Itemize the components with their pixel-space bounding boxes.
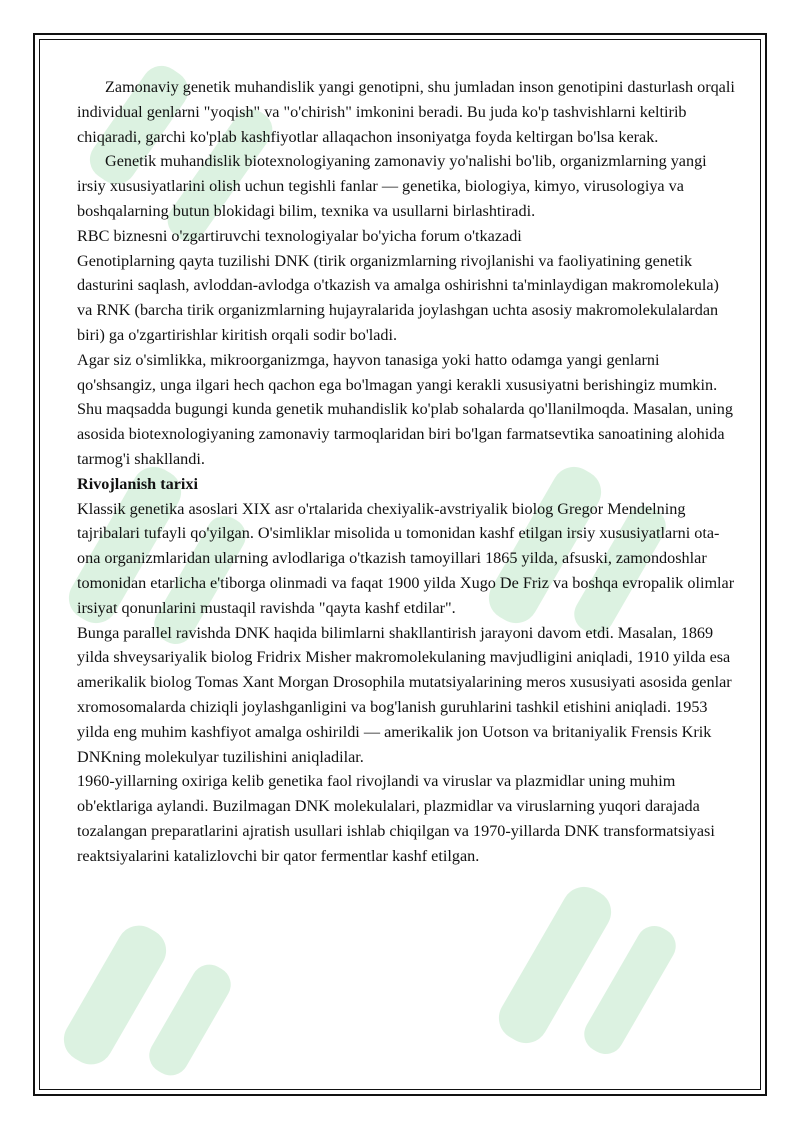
paragraph: Agar siz o'simlikka, mikroorganizmga, hayvon tanasiga yoki hatto odamga yangi genlarni qo'shsangiz, unga ilgari hech qachon ega bo'lmagan yangi kerakli xususiyatni berishingiz mumkin. Shu maqsadda bugungi kunda genetik muhandislik ko'plab sohalarda qo'llanilmoqda. Masalan, uning asosida biotexnologiyaning zamonaviy tarmoqlaridan biri bo'lgan farmatsevtika sanoatining alohida tarmog'i shakllandi.: [77, 350, 733, 468]
paragraph: Genotiplarning qayta tuzilishi DNK (tirik organizmlarning rivojlanishi va faoliyatining genetik dasturini saqlash, avloddan-avlodga o'tkazish va amalga oshirishni ta'minlaydigan makromolekula) va RNK (barcha tirik organizmlarning hujayralarida joylashgan uchta asosiy makromolekulalardan biri) ga o'zgartirishlar kiritish orqali sodir bo'ladi.: [77, 251, 719, 344]
paragraph: RBC biznesni o'zgartiruvchi texnologiyalar bo'yicha forum o'tkazadi: [77, 226, 522, 245]
paragraph: Zamonaviy genetik muhandislik yangi genotipni, shu jumladan inson genotipini dasturlash orqali individual genlarni "yoqish" va "o'chirish" imkonini beradi. Bu juda ko'p tashvishlarni keltirib chiqaradi, garchi ko'plab kashfiyotlar allaqachon insoniyatga foyda keltirgan bo'lsa kerak.: [77, 78, 735, 146]
paragraph: Genetik muhandislik biotexnologiyaning zamonaviy yo'nalishi bo'lib, organizmlarning yangi irsiy xususiyatlarini olish uchun tegishli fanlar — genetika, biologiya, kimyo, virusologiya va boshqalarning butun blokidagi bilim, texnika va usullarni birlashtiradi.: [77, 152, 707, 220]
paragraph: Bunga parallel ravishda DNK haqida bilimlarni shakllantirish jarayoni davom etdi. Masalan, 1869 yilda shveysariyalik biolog Fridrix Misher makromolekulaning mavjudligini aniqladi, 1910 yilda esa amerikalik biolog Tomas Xant Morgan Drosophila mutatsiyalarining meros xususiyati asosida genlar xromosomalarda chiziqli joylashganligini va bog'lanish guruhlarini tashkil etishini aniqladi. 1953 yilda eng muhim kashfiyot amalga oshirildi — amerikalik jon Uotson va britaniyalik Frensis Krik DNKning molekulyar tuzilishini aniqladilar.: [77, 623, 732, 766]
paragraph: Klassik genetika asoslari XIX asr o'rtalarida chexiyalik-avstriyalik biolog Gregor Mendelning tajribalari tufayli qo'yilgan. O'simliklar misolida u tomonidan kashf etilgan irsiy xususiyatlarni ota-ona organizmlaridan ularning avlodlariga o'tkazish tamoyillari 1865 yilda, afsuski, zamondoshlar tomonidan etarlicha e'tiborga olinmadi va faqat 1900 yilda Xugo De Friz va boshqa evropalik olimlar irsiyat qonunlarini mustaqil ravishda "qayta kashf etdilar".: [77, 499, 735, 617]
document-body: [77, 75, 737, 869]
paragraph: 1960-yillarning oxiriga kelib genetika faol rivojlandi va viruslar va plazmidlar uning muhim ob'ektlariga aylandi. Buzilmagan DNK molekulalari, plazmidlar va viruslarning yuqori darajada tozalangan preparatlarini ajratish usullari ishlab chiqilgan va 1970-yillarda DNK transformatsiyasi reaktsiyalarini katalizlovchi bir qator fermentlar kashf etilgan.: [77, 772, 715, 865]
section-heading: Rivojlanish tarixi: [77, 474, 198, 493]
